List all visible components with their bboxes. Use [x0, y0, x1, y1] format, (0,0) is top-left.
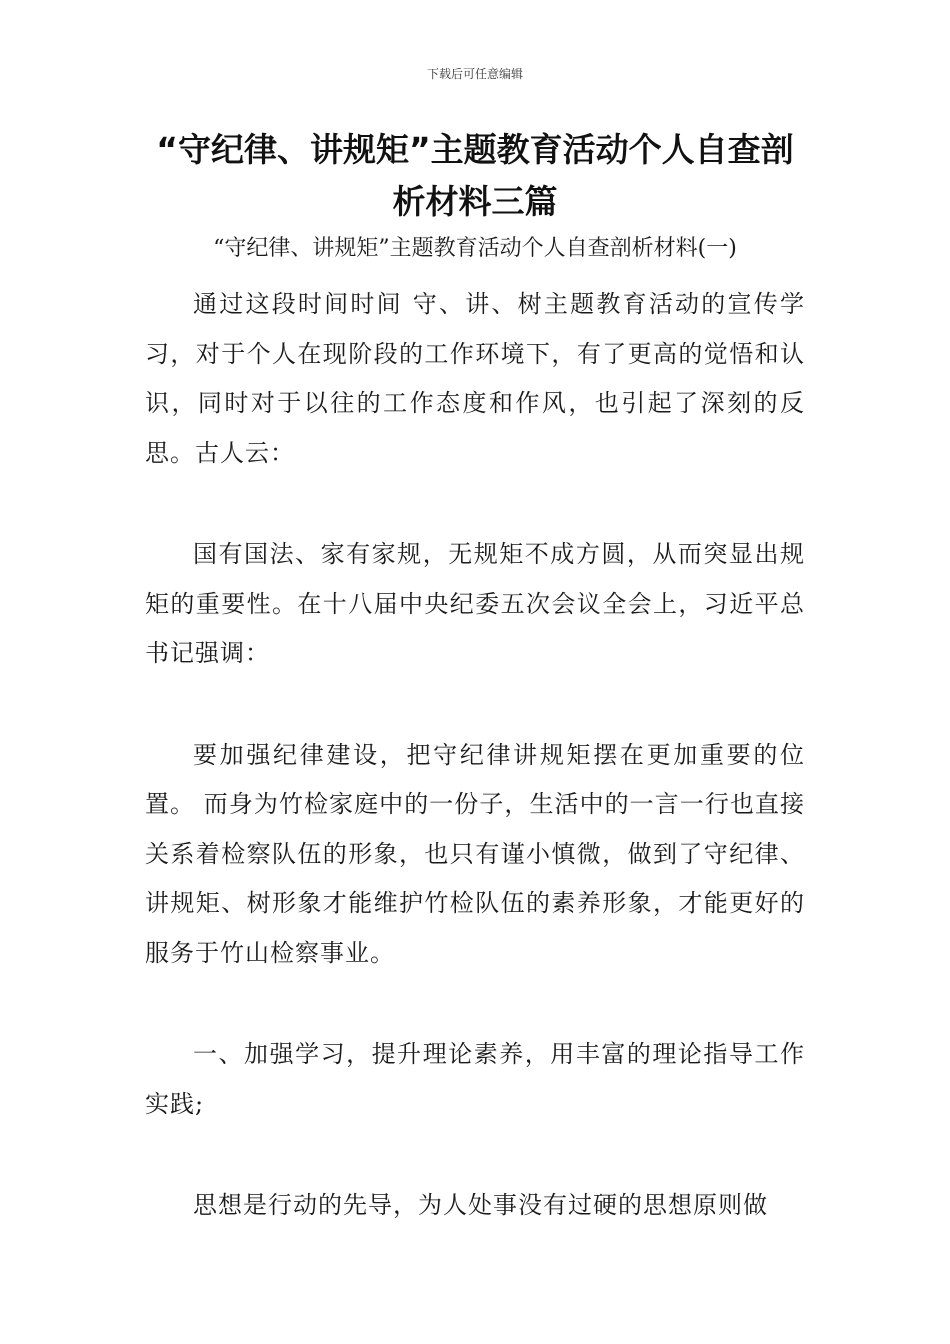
- paragraph-rules: 国有国法、家有家规，无规矩不成方圆，从而突显出规矩的重要性。在十八届中央纪委五次会议全会上，习近平总书记强调：: [145, 540, 805, 667]
- document-body: [145, 280, 805, 1231]
- document-title: “守纪律、讲规矩”主题教育活动个人自查剖析材料三篇: [156, 130, 794, 221]
- paragraph-section-one-heading: 一、加强学习，提升理论素养，用丰富的理论指导工作实践;: [145, 1040, 805, 1118]
- paragraph-spacer: [145, 978, 805, 1030]
- header-note: 下载后可任意编辑: [426, 67, 523, 81]
- paragraph-spacer: [145, 1129, 805, 1181]
- paragraph-intro: 通过这段时间时间 守、讲、树主题教育活动的宣传学习，对于个人在现阶段的工作环境下，有了更高的觉悟和认识，同时对于以往的工作态度和作风，也引起了深刻的反思。古人云：: [145, 290, 805, 467]
- paragraph-discipline: 要加强纪律建设，把守纪律讲规矩摆在更加重要的位置。 而身为竹检家庭中的一份子，生活中的一言一行也直接关系着检察队伍的形象，也只有谨小慎微，做到了守纪律、讲规矩、树形象才能维护竹检队伍的素养形象，才能更好的服务于竹山检察事业。: [145, 740, 805, 967]
- paragraph-spacer: [145, 679, 805, 731]
- paragraph-spacer: [145, 478, 805, 530]
- paragraph-thought: 思想是行动的先导，为人处事没有过硬的思想原则做: [193, 1191, 768, 1219]
- section-subtitle: “守纪律、讲规矩”主题教育活动个人自查剖析材料(一): [213, 236, 737, 261]
